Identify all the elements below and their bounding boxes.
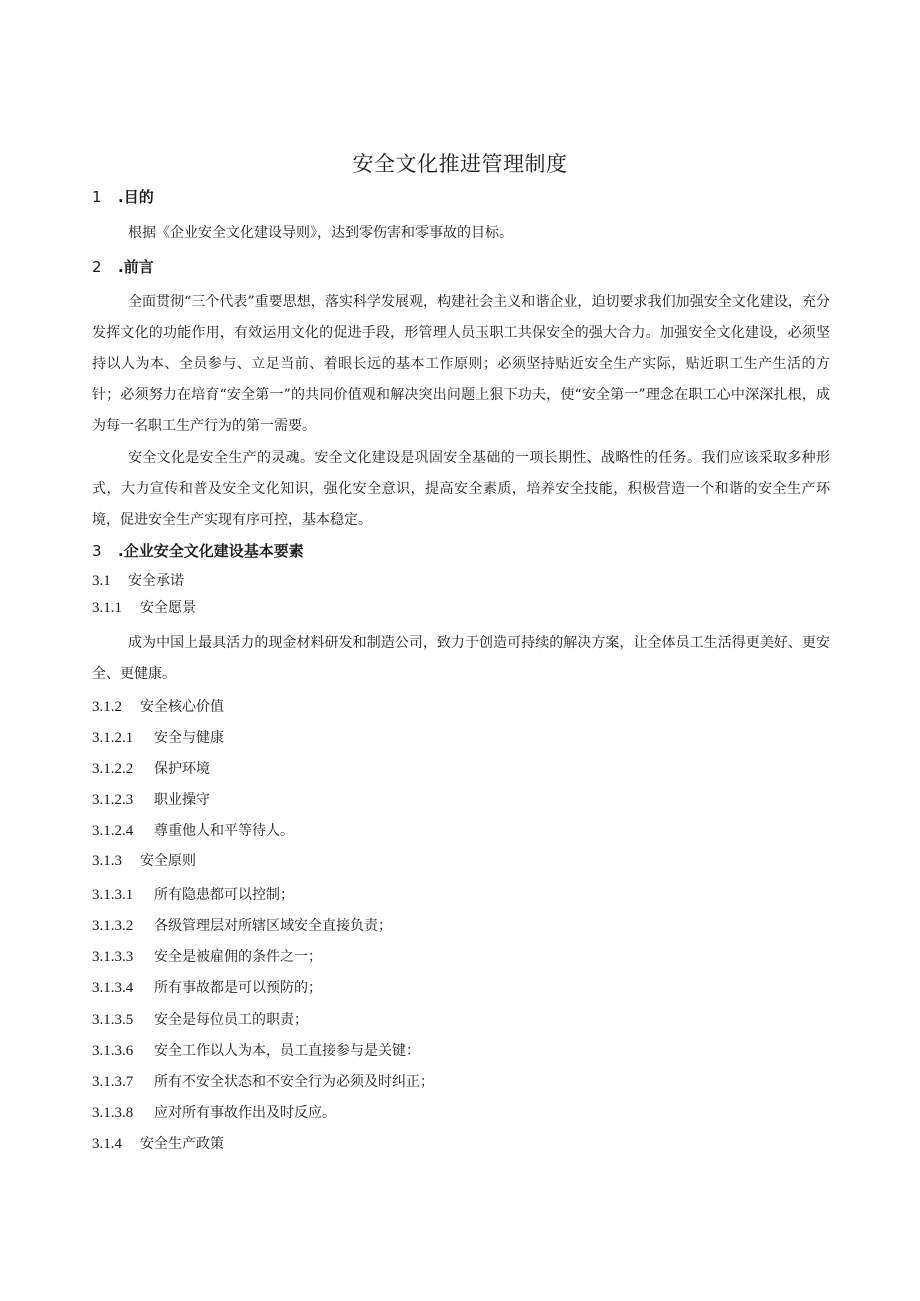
- section-heading-3: [92, 540, 304, 561]
- item-number: 3.1.1: [92, 600, 122, 616]
- subsection-3-1-4: [92, 1133, 224, 1153]
- item-number: 3.1.3.2: [92, 918, 134, 934]
- section-title: .企业安全文化建设基本要素: [118, 542, 304, 560]
- item-number: 3.1.2.3: [92, 792, 134, 808]
- item-number: 3.1: [92, 573, 111, 589]
- item-label: 所有隐患都可以控制；: [154, 887, 294, 903]
- section-title: .前言: [118, 258, 154, 276]
- item-label: 安全核心价值: [140, 699, 224, 715]
- item-number: 3.1.3.6: [92, 1043, 134, 1059]
- section-title: .目的: [118, 188, 154, 206]
- list-item-principle: [92, 1071, 434, 1091]
- item-label: 安全生产政策: [140, 1136, 224, 1152]
- list-item-principle: [92, 1040, 420, 1060]
- item-number: 3.1.4: [92, 1136, 122, 1152]
- paragraph-vision: 成为中国上最具活力的现金材料研发和制造公司，致力于创造可持续的解决方案，让全体员工生活得更美好、更安全、更健康。: [92, 635, 830, 682]
- list-item-value: [92, 820, 294, 840]
- item-number: 3.1.3.3: [92, 949, 134, 965]
- item-label: 安全原则: [140, 853, 196, 869]
- list-item-value: [92, 789, 210, 809]
- item-number: 3.1.3.8: [92, 1105, 134, 1121]
- item-number: 3.1.2: [92, 699, 122, 715]
- list-item-principle: [92, 946, 322, 966]
- item-label: 尊重他人和平等待人。: [154, 823, 294, 839]
- paragraph-preface-1: 全面贯彻“三个代表”重要思想，落实科学发展观，构建社会主义和谐企业，迫切要求我们加强安全文化建设，充分发挥文化的功能作用，有效运用文化的促进手段，形管理人员玉职工共保安全的强大合力。加强安全文化建设，必须坚持以人为本、全员参与、立足当前、着眼长远的基本工作原则；必须坚持贴近安全生产实际，贴近职工生产生活的方针；必须努力在培育“安全第一”的共同价值观和解决突出问题上狠下功夫，使“安全第一”理念在职工心中深深扎根，成为每一名职工生产行为的第一需要。: [92, 294, 830, 434]
- item-number: 3.1.3.5: [92, 1012, 134, 1028]
- paragraph-preface-2: 安全文化是安全生产的灵魂。安全文化建设是巩固安全基础的一项长期性、战略性的任务。我们应该采取多种形式，大力宣传和普及安全文化知识，强化安全意识，提高安全素质，培养安全技能，积极营造一个和谐的安全生产环境，促进安全生产实现有序可控，基本稳定。: [92, 450, 830, 528]
- subsection-3-1-1: [92, 597, 196, 617]
- section-heading-1: [92, 186, 154, 207]
- list-item-principle: [92, 1009, 308, 1029]
- section-number: 2: [92, 258, 102, 276]
- list-item-value: [92, 727, 224, 747]
- item-label: 保护环境: [154, 761, 210, 777]
- section-heading-2: [92, 256, 154, 277]
- paragraph-purpose: 根据《企业安全文化建设导则》，达到零伤害和零事故的目标。: [128, 225, 513, 241]
- item-label: 安全愿景: [140, 600, 196, 616]
- section-number: 3: [92, 542, 102, 560]
- list-item-principle: [92, 1102, 336, 1122]
- item-number: 3.1.3.1: [92, 887, 134, 903]
- subsection-3-1-3: [92, 850, 196, 870]
- page-title: 安全文化推进管理制度: [352, 152, 568, 176]
- subsection-3-1: [92, 570, 184, 590]
- item-number: 3.1.3: [92, 853, 122, 869]
- item-label: 安全工作以人为本，员工直接参与是关键：: [154, 1043, 420, 1059]
- subsection-3-1-2: [92, 696, 224, 716]
- item-number: 3.1.2.1: [92, 730, 134, 746]
- item-number: 3.1.2.4: [92, 823, 134, 839]
- item-label: 各级管理层对所辖区域安全直接负责；: [154, 918, 392, 934]
- item-label: 职业操守: [154, 792, 210, 808]
- item-label: 所有事故都是可以预防的；: [154, 980, 322, 996]
- item-label: 安全与健康: [154, 730, 224, 746]
- item-label: 所有不安全状态和不安全行为必须及时纠正；: [154, 1074, 434, 1090]
- list-item-principle: [92, 977, 322, 997]
- item-label: 安全是被雇佣的条件之一；: [154, 949, 322, 965]
- item-label: 安全是每位员工的职责；: [154, 1012, 308, 1028]
- item-number: 3.1.3.7: [92, 1074, 134, 1090]
- section-number: 1: [92, 188, 102, 206]
- item-label: 应对所有事故作出及时反应。: [154, 1105, 336, 1121]
- list-item-principle: [92, 884, 294, 904]
- item-label: 安全承诺: [128, 573, 184, 589]
- list-item-value: [92, 758, 210, 778]
- list-item-principle: [92, 915, 392, 935]
- item-number: 3.1.3.4: [92, 980, 134, 996]
- item-number: 3.1.2.2: [92, 761, 134, 777]
